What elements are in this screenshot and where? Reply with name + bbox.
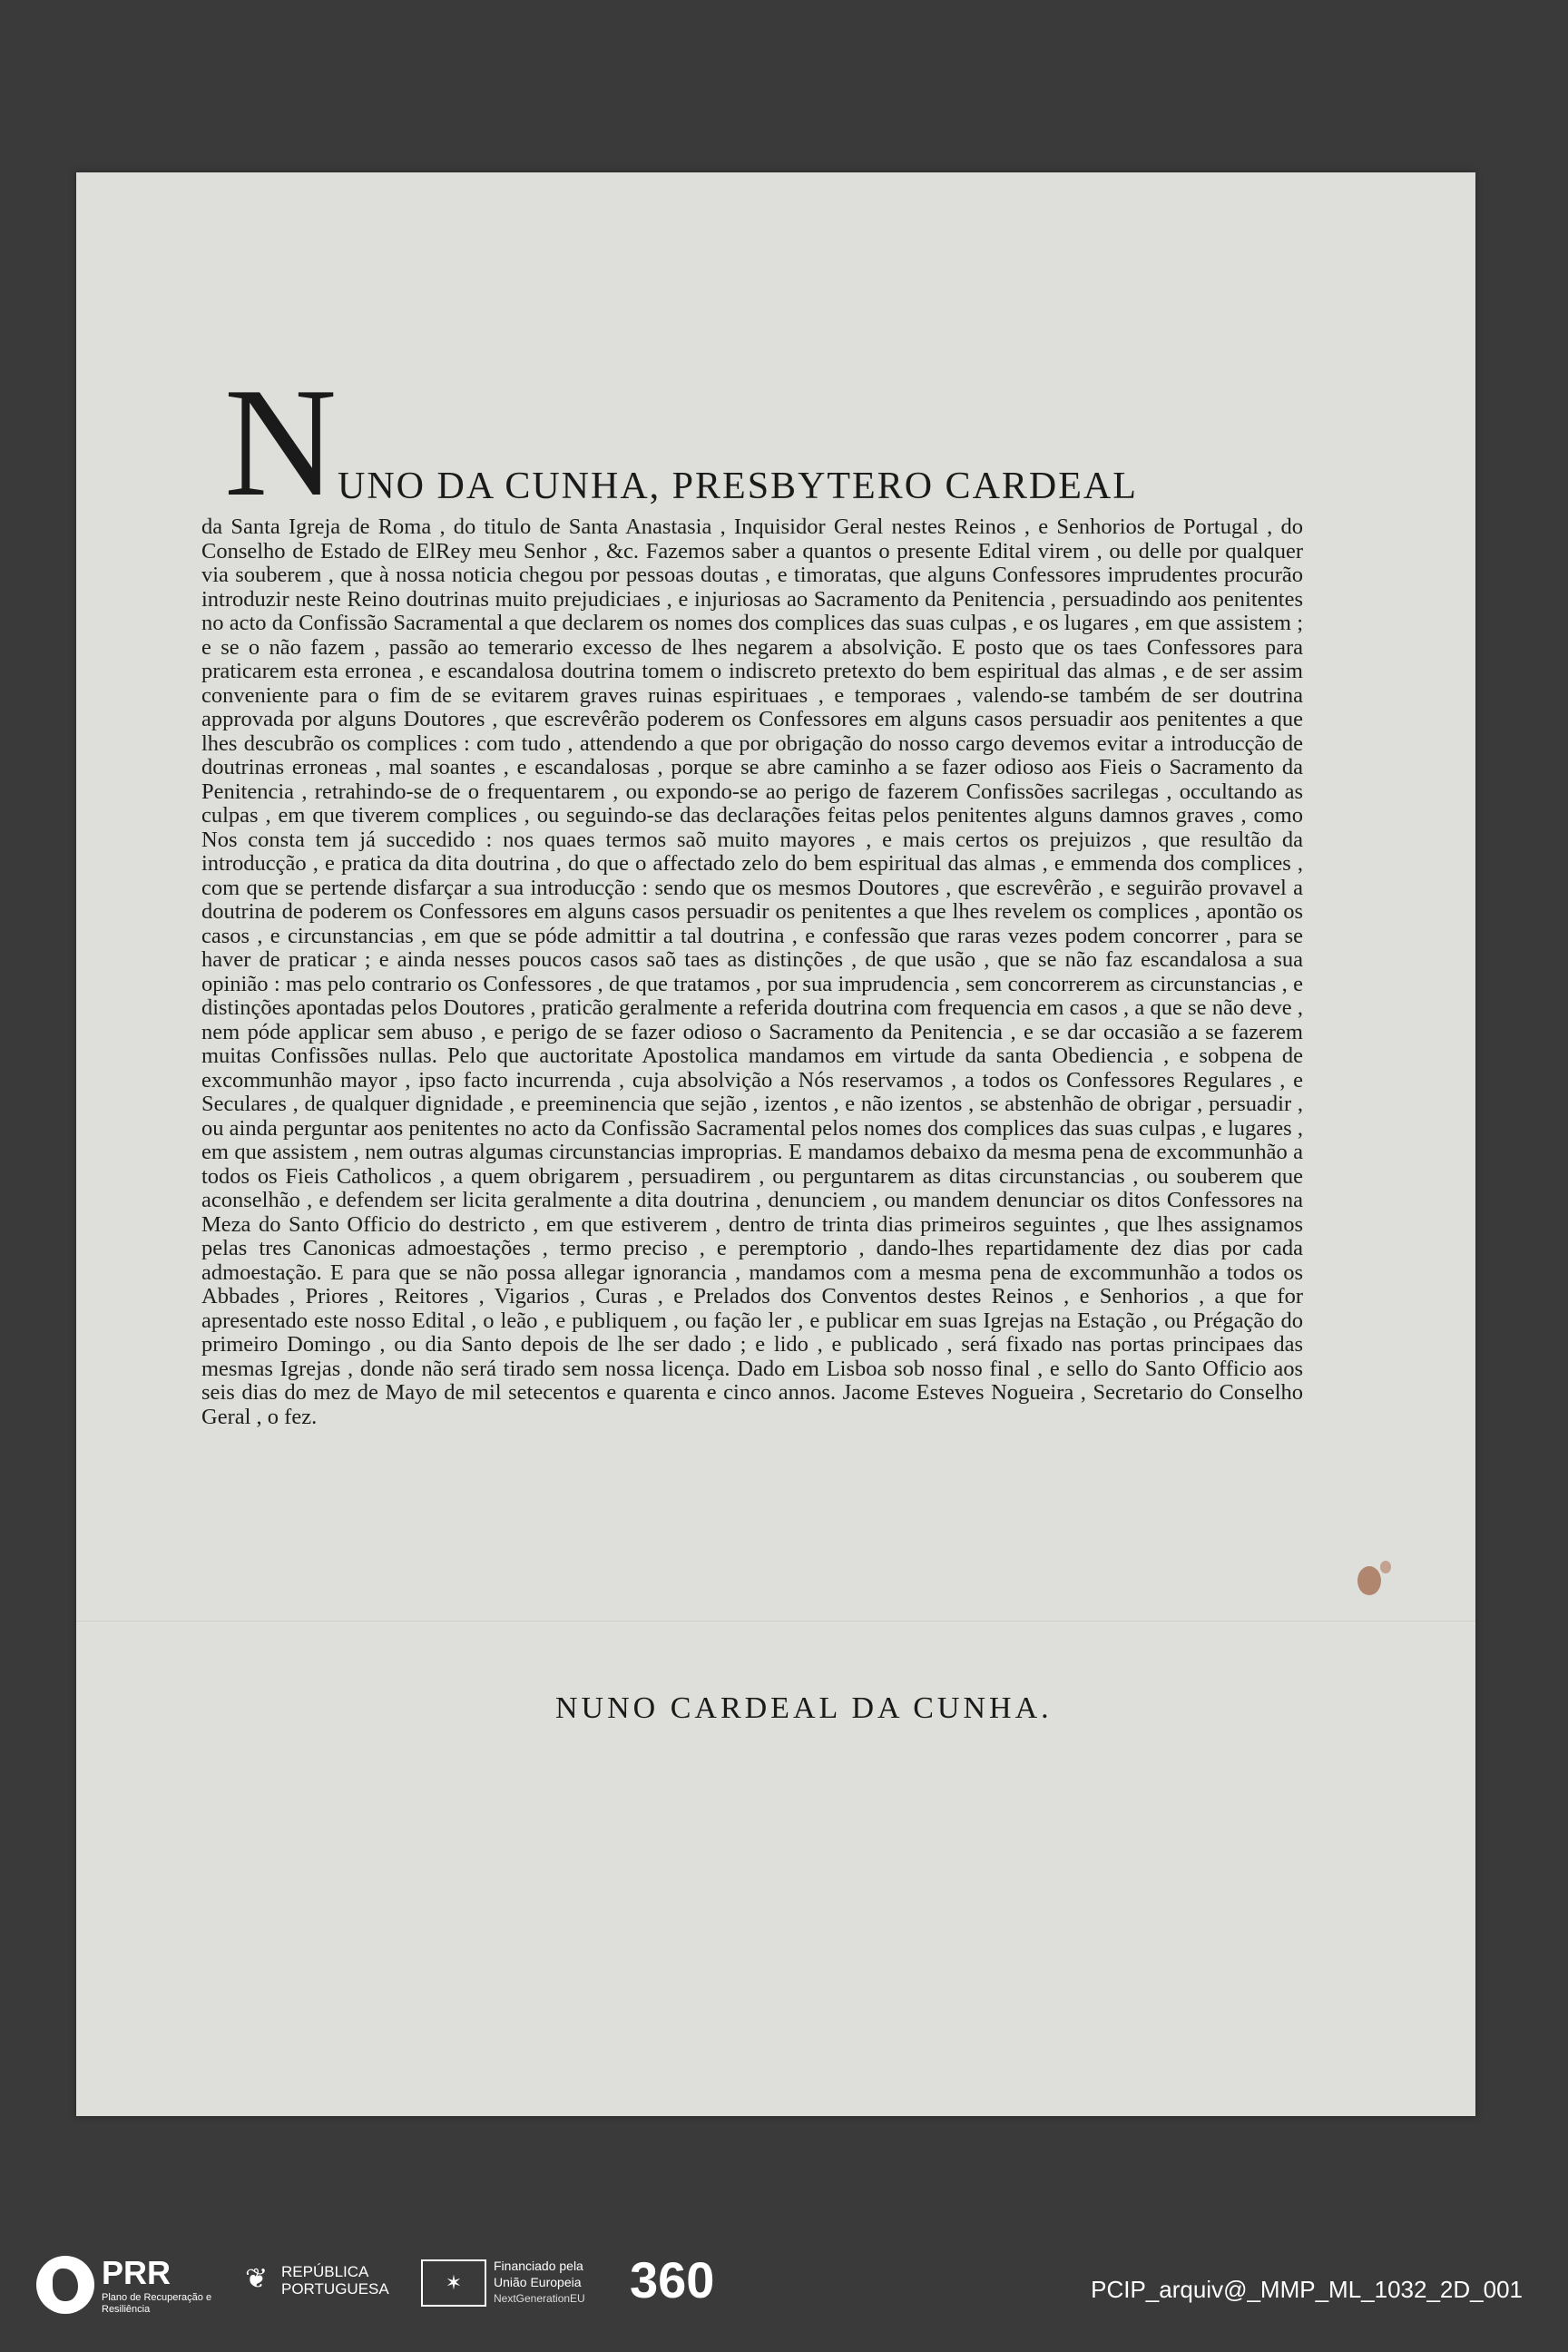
- eu-line-3: NextGenerationEU: [494, 2292, 585, 2305]
- paper-stain: [1357, 1566, 1381, 1595]
- eu-funding-label: [494, 2258, 630, 2307]
- document-heading: UNO DA CUNHA, PRESBYTERO CARDEAL: [338, 466, 1138, 507]
- eu-line-2: União Europeia: [494, 2275, 582, 2289]
- footer-bar: [0, 2223, 1568, 2352]
- signature-line: NUNO CARDEAL DA CUNHA.: [555, 1691, 1053, 1725]
- paper-stain: [1380, 1561, 1391, 1573]
- prr-subtitle: Plano de Recuperação e Resiliência: [102, 2292, 212, 2315]
- archive-identifier: PCIP_arquiv@_MMP_ML_1032_2D_001: [1091, 2276, 1523, 2303]
- republica-emblem-icon: ❦: [245, 2263, 269, 2295]
- prr-title: PRR: [102, 2254, 172, 2291]
- drop-cap-initial: N: [224, 357, 338, 529]
- edict-body-text: da Santa Igreja de Roma , do titulo de Santa Anastasia , Inquisidor Geral nestes Reinos , e Senhorios de Portugal , do Conselho de Estado de ElRey meu Senhor , &c. Fazemos saber a quantos o presente Edital virem , ou delle por qualquer via souberem , que à nossa noticia chegou por pessoas doutas , e timoratas, que alguns Confessores imprudentes procurão introduzir neste Reino doutrinas muito prejudiciaes , e injuriosas ao Sacramento da Penitencia , persuadindo aos penitentes no acto da Confissão Sacramental a que declarem os nomes dos complices das suas culpas , e os lugares , em que assistem ; e se o não fazem , passão ao temerario excesso de lhes negarem a absolvição. E posto que os taes Confessores para praticarem esta erronea , e escandalosa doutrina tomem o indiscreto pretexto do bem espiritual das almas , e de ser assim conveniente para o fim de se evitarem graves ruinas espirituaes , e temporaes , valendo-se também de ser doutrina approvada por alguns Doutores , que escrevêrão poderem os Confessores em alguns casos persuadir aos penitentes a que lhes descubrão os complices : com tudo , attendendo a que por obrigação do nosso cargo devemos evitar a introducção de doutrinas erroneas , mal soantes , e escandalosas , porque se abre caminho a se fazer odioso aos Fieis o Sacramento da Penitencia , retrahindo-se de o frequentarem , ou expondo-se ao perigo de fazerem Confissões sacrilegas , occultando as culpas , em que tiverem complices , ou seguindo-se das declarações feitas pelos penitentes alguns damnos graves , como Nos consta tem já succedido : nos quaes termos saõ muito mayores , e mais certos os prejuizos , que resultão da introducção , e pratica da dita doutrina , do que o affectado zelo do bem espiritual das almas , e emmenda dos complices , com que se pertende disfarçar a sua introducção : sendo que os mesmos Doutores , que escrevêrão , e seguirão provavel a doutrina de poderem os Confessores em alguns casos persuadir os penitentes a que lhes revelem os complices , apontão os casos , e circunstancias , em que se póde admittir a tal doutrina , e confessão que raras vezes podem concorrer , para se haver de praticar ; e ainda nesses poucos casos saõ taes as distinções , de que usão , que se não faz escandalosa a sua opinião : mas pelo contrario os Confessores , de que tratamos , por sua imprudencia , sem concorrerem as circunstancias , e distinções apontadas pelos Doutores , praticão geralmente a referida doutrina com frequencia em casos , a que se não deve , nem póde applicar sem abuso , e perigo de se fazer odioso o Sacramento da Penitencia , e se dar occasião a se fazerem muitas Confissões nullas. Pelo que auctoritate Apostolica mandamos em virtude da santa Obediencia , e sobpena de excommunhão mayor , ipso facto incurrenda , cuja absolvição a Nós reservamos , a todos os Confessores Regulares , e Seculares , de qualquer dignidade , e preeminencia que sejão , izentos , e não izentos , se abstenhão de obrigar , persuadir , ou ainda perguntar aos penitentes no acto da Confissão Sacramental pelos nomes dos complices das suas culpas , e lugares , em que assistem , nem outras algumas circunstancias improprias. E mandamos debaixo da mesma pena de excommunhão a todos os Fieis Catholicos , a quem obrigarem , persuadirem , ou perguntarem as ditas circunstancias , ou souberem que aconselhão , e defendem ser licita geralmente a dita doutrina , denunciem , ou mandem denunciar os ditos Confessores na Meza do Santo Officio do destricto , em que estiverem , dentro de trinta dias primeiros seguintes , que lhes assignamos pelas tres Canonicas admoestações , termo preciso , e peremptorio , dando-lhes repartidamente dez dias por cada admoestação. E para que se não possa allegar ignorancia , mandamos com a mesma pena de excommunhão a todos os Abbades , Priores , Reitores , Vigarios , Curas , e Prelados dos Conventos destes Reinos , e Senhorios , a que for apresentado este nosso Edital , o leão , e publiquem , ou fação ler , e publicar em suas Igrejas na Estação , ou Prégação do primeiro Domingo , ou dia Santo depois de lhe ser dado ; e lido , e publicado , será fixado nas portas principaes das mesmas Igrejas , donde não será tirado sem nossa licença. Dado em Lisboa sob nosso final , e sello do Santo Officio aos seis dias do mez de Mayo de mil setecentos e quarenta e cinco annos. Jacome Esteves Nogueira , Secretario do Conselho Geral , o fez.: [201, 514, 1303, 1429]
- badge-360: 360: [630, 2251, 715, 2308]
- eu-line-1: Financiado pela: [494, 2259, 583, 2273]
- republica-portuguesa-label: REPÚBLICA PORTUGUESA: [281, 2263, 389, 2298]
- eu-flag-icon: ✶: [421, 2259, 486, 2307]
- paper-fold: [76, 1621, 1475, 1623]
- prr-logo-icon: [36, 2256, 94, 2314]
